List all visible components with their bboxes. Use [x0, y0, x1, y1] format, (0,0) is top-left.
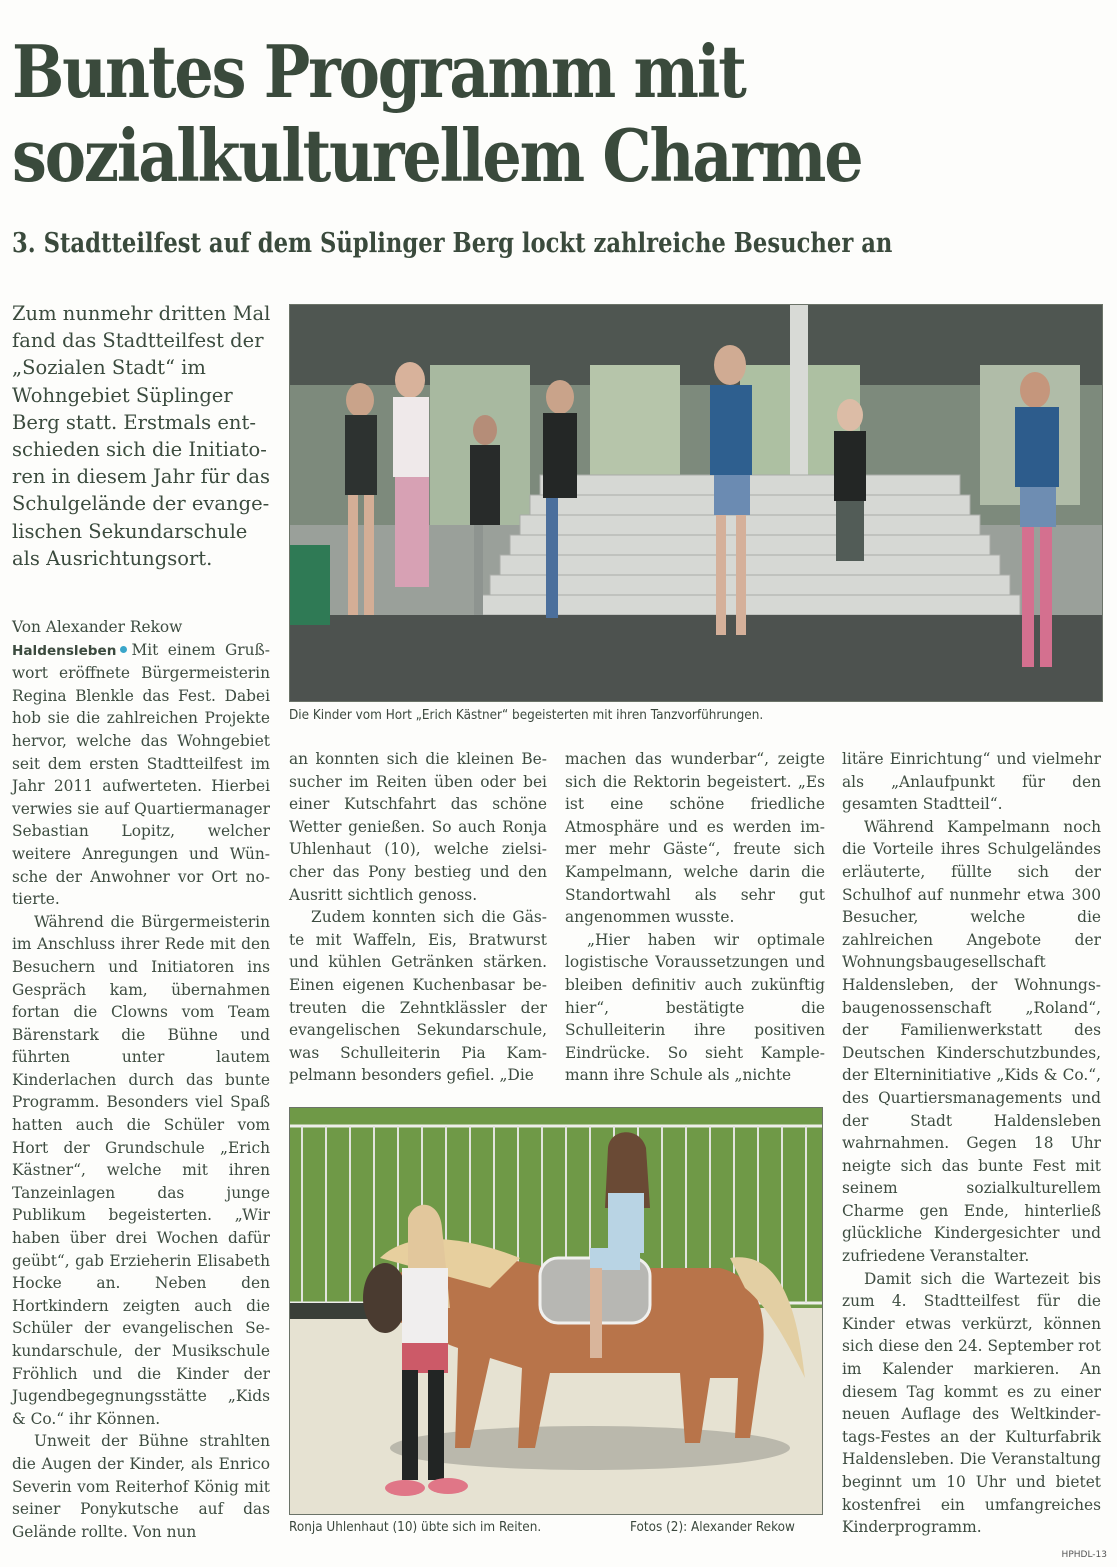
paragraph: litäre Einrichtung“ und vielmehr als „Anlaufpunkt für den gesamten Stadtteil“. — [842, 750, 1101, 814]
lead-paragraph: Zum nunmehr dritten Mal fand das Stadtteilfest der „Sozialen Stadt“ im Wohngebiet Süplinger Berg statt. Erstmals entschieden sich die Initiatoren in diesem Jahr für das Schulgelände der evangelischen Sekundarschule als Ausrichtungsort. — [12, 302, 271, 570]
article-column-2 — [289, 748, 547, 1087]
headline-line-1: Buntes Programm mit — [12, 29, 745, 114]
headline — [12, 30, 872, 198]
dateline: Haldensleben — [12, 642, 117, 659]
paragraph: machen das wunderbar“, zeigte sich die Rektorin begeistert. „Es ist eine schöne friedliche Atmosphäre und es werden immer mehr Gäste“, freute sich Kampelmann, welche darin die Standortwahl als sehr gut angenommen wusste. — [565, 750, 825, 927]
article-column-1 — [12, 616, 270, 1543]
page-code: HPHDL-13 — [1061, 1550, 1107, 1560]
photo-caption-pony: Ronja Uhlenhaut (10) übte sich im Reiten. — [289, 1520, 542, 1535]
paragraph: Damit sich die Wartezeit bis zum 4. Stadtteilfest für die Kinder etwas verkürzt, können sich diese den 24. September rot im Kalender markieren. An diesem Tag kommt es zu einer neuen Auflage des Weltkindertags-Festes an der Kulturfabrik Haldensleben. Die Veranstaltung beginnt um 10 Uhr und bietet kostenfrei ein umfangreiches Kinderprogramm. — [842, 1269, 1101, 1537]
paragraph: Während die Bürgermeisterin im Anschluss ihrer Rede mit den Besuchern und Initiatoren ins Gespräch kam, übernahmen fortan die Clowns vom Team Bärenstark die Bühne und führten unter lautem Kinderlachen durch das bunte Programm. Besonders viel Spaß hatten auch die Schüler vom Hort der Grundschule „Erich Kästner“, welche mit ihren Tanzeinlagen das junge Publikum begeisterten. „Wir haben über drei Wochen dafür geübt“, gab Erzieherin Elisabeth Hocke an. Neben den Hortkindern zeigten auch die Schüler der evangelischen Sekundarschule, der Musikschule Fröhlich und die Kinder der Jugendbegegnungsstätte „Kids & Co.“ ihr Können. — [12, 912, 270, 1428]
byline: Von Alexander Rekow — [12, 618, 183, 636]
photo-credit: Fotos (2): Alexander Rekow — [630, 1520, 795, 1535]
paragraph: „Hier haben wir optimale logistische Voraussetzungen und bleiben definitiv auch zukünftig hier“, bestätigte die Schulleiterin ihre positiven Eindrücke. So sieht Kamplemann ihre Schule als „nichte — [565, 930, 825, 1085]
headline-line-2: sozialkulturellem Charme — [12, 113, 862, 198]
photo-dancing-children — [289, 304, 1103, 702]
paragraph: an konnten sich die kleinen Besucher im Reiten üben oder bei einer Kutschfahrt das schöne Wetter genießen. So auch Ronja Uhlenhaut (10), welche zielsicher das Pony bestieg und den Ausritt sichtlich genoss. — [289, 750, 547, 904]
paragraph: Während Kampelmann noch die Vorteile ihres Schulgeländes erläuterte, füllte sich der Schulhof auf nunmehr etwa 300 Besucher, welche die zahlreichen Angebote der Wohnungsbaugesellschaft Haldensleben, der Wohnungsbaugenossenschaft „Roland“, der Familienwerkstatt des Deutschen Kinderschutzbundes, der Elterninitiative „Kids & Co.“, des Quartiersmanagements und der Stadt Haldensleben wahrnahmen. Gegen 18 Uhr neigte sich das bunte Fest mit seinem sozialkulturellem Charme gen Ende, hinterließ glückliche Kindergesichter und zufriedene Veranstalter. — [842, 817, 1101, 1266]
paragraph: Unweit der Bühne strahlten die Augen der Kinder, als Enrico Severin vom Reiterhof König mit seiner Ponykutsche auf das Gelände rollte. Von nun — [12, 1432, 270, 1541]
paragraph: Zudem konnten sich die Gäste mit Waffeln, Eis, Bratwurst und kühlen Getränken stärken. Einen eigenen Kuchenbasar betreuten die Zehntklässler der evangelischen Sekundarschule, was Schulleiterin Pia Kampelmann besonders gefiel. „Die — [289, 908, 547, 1085]
photo-pony-ride — [289, 1107, 823, 1515]
dance-photo-illustration — [290, 305, 1102, 701]
pony-photo-illustration — [290, 1108, 822, 1514]
article-column-4 — [842, 748, 1101, 1539]
subheadline: 3. Stadtteilfest auf dem Süplinger Berg lockt zahlreiche Besucher an — [12, 228, 893, 259]
article-column-3 — [565, 748, 825, 1087]
paragraph: Mit einem Grußwort eröffnete Bürgermeisterin Regina Blenkle das Fest. Dabei hob sie die zahlreichen Projekte hervor, welche das Wohngebiet seit dem ersten Stadtteilfest im Jahr 2011 aufwerteten. Hierbei verwies sie auf Quartiermanager Sebastian Lopitz, welcher weitere Anregungen und Wünsche der Anwohner vor Ort notierte. — [12, 640, 270, 909]
photo-caption-dance: Die Kinder vom Hort „Erich Kästner“ begeisterten mit ihren Tanzvorführungen. — [289, 708, 764, 723]
dateline-dot-icon — [120, 646, 127, 653]
